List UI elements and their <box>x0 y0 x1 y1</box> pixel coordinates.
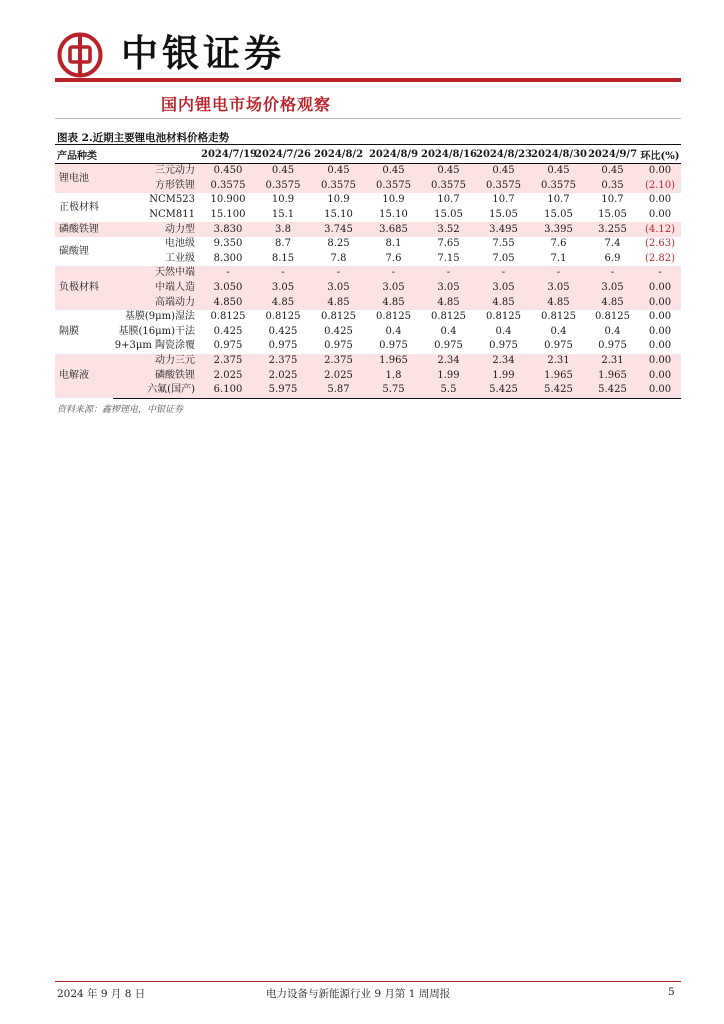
category-cell: 碳酸锂 <box>59 245 89 257</box>
section-title: 国内锂电市场价格观察 <box>161 95 332 114</box>
price-cell: 7.8 <box>330 252 347 264</box>
col-header-date: 2024/9/7 <box>586 145 639 164</box>
price-cell: 0.8125 <box>210 311 246 323</box>
price-cell: 0.975 <box>489 340 518 352</box>
price-cell: - <box>311 266 366 281</box>
category-cell: 磷酸铁锂 <box>55 222 113 237</box>
price-cell: 6.9 <box>604 252 621 264</box>
price-cell: 3.495 <box>476 222 531 237</box>
price-cell: 10.7 <box>547 194 570 206</box>
price-cell: - <box>421 266 476 281</box>
price-cell: 0.975 <box>268 340 298 352</box>
table-row <box>55 383 681 398</box>
price-cell: 0.35 <box>586 179 639 194</box>
price-cell: 7.6 <box>385 252 402 264</box>
brand-name: 中银证券 <box>121 31 285 75</box>
price-cell: 0.3575 <box>421 179 476 194</box>
price-cell: 2.31 <box>531 354 586 369</box>
price-cell: 4.85 <box>421 295 476 310</box>
bank-of-china-logo <box>57 32 103 78</box>
price-cell: - <box>201 266 255 281</box>
table-row <box>55 281 681 296</box>
price-cell: 0.975 <box>213 340 243 352</box>
price-cell: 8.15 <box>271 252 295 264</box>
price-cell: 0.45 <box>586 164 639 179</box>
price-cell: 15.10 <box>324 209 353 221</box>
table-row <box>55 252 681 267</box>
price-cell: 3.52 <box>421 222 476 237</box>
category-cell: 锂电池 <box>55 164 113 194</box>
col-header-date: 2024/8/9 <box>366 145 421 164</box>
price-cell: 8.7 <box>275 238 291 250</box>
col-header-date: 2024/8/2 <box>311 145 366 164</box>
price-cell: 5.75 <box>366 383 421 398</box>
price-cell: 8.1 <box>385 238 402 250</box>
price-cell: 0.8125 <box>376 311 411 323</box>
subcategory-cell: 工业级 <box>165 252 195 264</box>
price-cell: 4.85 <box>476 295 531 310</box>
category-cell: 隔膜 <box>59 325 79 337</box>
table-row <box>55 354 681 369</box>
subcategory-cell: 方形铁锂 <box>113 179 201 194</box>
price-cell: 0.3575 <box>201 179 255 194</box>
price-cell: 2.34 <box>476 354 531 369</box>
price-cell: - <box>531 266 586 281</box>
price-cell: 15.100 <box>210 209 246 221</box>
price-cell: 2.025 <box>255 368 311 383</box>
price-cell: 2.34 <box>421 354 476 369</box>
price-cell: 2.375 <box>255 354 311 369</box>
price-cell: 3.255 <box>586 222 639 237</box>
price-cell: 10.9 <box>327 194 350 206</box>
price-cell: 0.425 <box>213 325 243 337</box>
price-cell: 15.05 <box>598 209 627 221</box>
subcategory-cell: 天然中端 <box>113 266 201 281</box>
change-cell: - <box>639 266 681 281</box>
change-cell: 0.00 <box>639 295 681 310</box>
change-cell: 0.00 <box>639 164 681 179</box>
table-caption: 图表 2.近期主要锂电池材料价格走势 <box>57 132 230 144</box>
price-cell: 4.85 <box>311 295 366 310</box>
change-cell: (2.82) <box>644 252 676 264</box>
table-body <box>55 164 681 399</box>
footer-page-number: 5 <box>668 986 675 998</box>
price-cell: 1.8 <box>366 368 421 383</box>
subcategory-cell: 动力三元 <box>113 354 201 369</box>
price-cell: 3.05 <box>531 281 586 296</box>
price-cell: 2.375 <box>201 354 255 369</box>
price-cell: 0.45 <box>255 164 311 179</box>
price-cell: 2.375 <box>311 354 366 369</box>
subcategory-cell: 三元动力 <box>113 164 201 179</box>
price-cell: 0.975 <box>379 340 408 352</box>
subcategory-cell: 电池级 <box>165 238 195 250</box>
price-cell: 1.99 <box>476 368 531 383</box>
price-cell: 3.05 <box>476 281 531 296</box>
header-rule <box>55 78 681 82</box>
price-cell: 0.975 <box>324 340 353 352</box>
price-cell: 4.85 <box>255 295 311 310</box>
price-cell: 3.05 <box>255 281 311 296</box>
price-cell: 0.4 <box>550 325 567 337</box>
price-cell: 4.85 <box>586 295 639 310</box>
table-row <box>55 325 681 340</box>
price-cell: - <box>255 266 311 281</box>
table-row <box>55 222 681 237</box>
price-cell: 10.9 <box>382 194 405 206</box>
price-cell: 0.3575 <box>366 179 421 194</box>
price-cell: 0.425 <box>268 325 298 337</box>
price-cell: 0.8125 <box>321 311 356 323</box>
price-cell: 0.45 <box>476 164 531 179</box>
table-row <box>55 339 681 354</box>
price-cell: 3.830 <box>201 222 255 237</box>
price-cell: 7.55 <box>492 238 515 250</box>
price-cell: 0.45 <box>531 164 586 179</box>
subcategory-cell: 动力型 <box>113 222 201 237</box>
price-cell: 5.975 <box>255 383 311 398</box>
price-cell: 7.15 <box>437 252 460 264</box>
price-cell: 3.05 <box>421 281 476 296</box>
price-cell: 15.05 <box>434 209 463 221</box>
table-row <box>55 179 681 194</box>
price-cell: 0.450 <box>201 164 255 179</box>
price-cell: 6.100 <box>201 383 255 398</box>
price-cell: 3.395 <box>531 222 586 237</box>
price-cell: 0.975 <box>544 340 573 352</box>
change-cell: 0.00 <box>639 354 681 369</box>
price-cell: 0.45 <box>366 164 421 179</box>
subcategory-cell: 基膜(9μm)湿法 <box>124 311 195 323</box>
price-cell: 1.965 <box>531 368 586 383</box>
price-cell: 0.3575 <box>255 179 311 194</box>
subcategory-cell: 六氟(国产) <box>113 383 201 398</box>
price-cell: 0.8125 <box>431 311 466 323</box>
price-cell: 5.425 <box>586 383 639 398</box>
price-cell: 2.025 <box>311 368 366 383</box>
price-cell: 15.1 <box>271 209 295 221</box>
footer-date: 2024 年 9 月 8 日 <box>57 988 146 1000</box>
table-row <box>55 193 681 208</box>
price-cell: 1.965 <box>366 354 421 369</box>
price-cell: 0.975 <box>434 340 463 352</box>
price-cell: 3.05 <box>311 281 366 296</box>
change-cell: 0.00 <box>639 368 681 383</box>
price-cell: 3.685 <box>366 222 421 237</box>
change-cell: 0.00 <box>648 340 672 352</box>
table-row <box>55 208 681 223</box>
price-cell: 0.4 <box>495 325 512 337</box>
price-cell: 7.05 <box>492 252 515 264</box>
price-cell: 0.45 <box>311 164 366 179</box>
table-row <box>55 164 681 179</box>
table-row <box>55 266 681 281</box>
price-cell: 7.65 <box>437 238 460 250</box>
col-header-date: 2024/8/16 <box>421 145 476 164</box>
price-cell: - <box>476 266 531 281</box>
price-cell: 1.965 <box>586 368 639 383</box>
price-cell: 8.25 <box>327 238 350 250</box>
change-cell: (2.10) <box>639 179 681 194</box>
price-cell: 7.1 <box>550 252 567 264</box>
price-cell: 0.45 <box>421 164 476 179</box>
subcategory-cell: 中端人造 <box>113 281 201 296</box>
price-cell: 7.6 <box>550 238 567 250</box>
page-header <box>55 28 681 80</box>
price-cell: 15.05 <box>544 209 573 221</box>
price-cell: 5.425 <box>531 383 586 398</box>
price-cell: 0.4 <box>440 325 457 337</box>
subcategory-cell: 9+3μm 陶瓷涂覆 <box>114 340 195 352</box>
price-cell: - <box>586 266 639 281</box>
table-row <box>55 295 681 310</box>
price-cell: 10.9 <box>271 194 295 206</box>
price-cell: 0.8125 <box>595 311 630 323</box>
table-header-row <box>55 145 681 164</box>
price-cell: 2.025 <box>201 368 255 383</box>
price-cell: 0.4 <box>604 325 621 337</box>
price-cell: 4.850 <box>201 295 255 310</box>
price-cell: 0.975 <box>598 340 627 352</box>
price-cell: 5.5 <box>421 383 476 398</box>
price-table <box>55 144 681 399</box>
col-header-date: 2024/7/19 <box>201 145 255 164</box>
category-cell: 正极材料 <box>59 201 99 213</box>
price-cell: 15.10 <box>379 209 408 221</box>
subcategory-cell: 磷酸铁锂 <box>113 368 201 383</box>
price-cell: 3.05 <box>586 281 639 296</box>
price-cell: 4.85 <box>366 295 421 310</box>
price-cell: 3.745 <box>311 222 366 237</box>
price-cell: 0.8125 <box>486 311 521 323</box>
change-cell: 0.00 <box>639 383 681 398</box>
category-cell: 电解液 <box>55 354 113 398</box>
price-cell: 10.900 <box>210 194 246 206</box>
table-row <box>55 310 681 325</box>
change-cell: 0.00 <box>648 325 672 337</box>
subcategory-cell: NCM811 <box>149 209 195 221</box>
col-header-product: 产品种类 <box>55 145 201 164</box>
section-rule <box>55 118 681 119</box>
change-cell: 0.00 <box>648 311 672 323</box>
footer-rule <box>55 981 681 982</box>
price-cell: 0.8125 <box>541 311 576 323</box>
table-row <box>55 368 681 383</box>
price-cell: 7.4 <box>604 238 621 250</box>
subcategory-cell: 高端动力 <box>113 295 201 310</box>
price-cell: 3.8 <box>255 222 311 237</box>
change-cell: 0.00 <box>639 281 681 296</box>
change-cell: (4.12) <box>639 222 681 237</box>
price-cell: 15.05 <box>489 209 518 221</box>
price-cell: 0.8125 <box>265 311 301 323</box>
change-cell: (2.63) <box>644 238 676 250</box>
subcategory-cell: 基膜(16μm)干法 <box>118 325 195 337</box>
price-cell: 0.3575 <box>311 179 366 194</box>
data-source-note: 资料来源：鑫椤锂电，中银证券 <box>57 405 184 415</box>
subcategory-cell: NCM523 <box>149 194 195 206</box>
footer-report-title: 电力设备与新能源行业 9 月第 1 周周报 <box>266 988 451 1000</box>
price-cell: 0.3575 <box>476 179 531 194</box>
price-cell: 1.99 <box>421 368 476 383</box>
table-row <box>55 237 681 252</box>
price-cell: 10.7 <box>601 194 624 206</box>
price-cell: 0.425 <box>324 325 353 337</box>
price-cell: 10.7 <box>492 194 515 206</box>
change-cell: 0.00 <box>648 194 672 206</box>
price-cell: 8.300 <box>213 252 243 264</box>
category-cell: 负极材料 <box>55 266 113 310</box>
price-cell: 10.7 <box>437 194 460 206</box>
price-cell: 5.87 <box>311 383 366 398</box>
price-cell: - <box>366 266 421 281</box>
change-cell: 0.00 <box>648 209 672 221</box>
col-header-date: 2024/8/30 <box>531 145 586 164</box>
price-cell: 5.425 <box>476 383 531 398</box>
col-header-date: 2024/8/23 <box>476 145 531 164</box>
price-cell: 2.31 <box>586 354 639 369</box>
price-cell: 3.05 <box>366 281 421 296</box>
price-cell: 0.4 <box>385 325 402 337</box>
col-header-change: 环比(%) <box>639 145 681 164</box>
price-cell: 3.050 <box>201 281 255 296</box>
price-cell: 9.350 <box>213 238 243 250</box>
price-cell: 0.3575 <box>531 179 586 194</box>
col-header-date: 2024/7/26 <box>255 145 311 164</box>
price-cell: 4.85 <box>531 295 586 310</box>
